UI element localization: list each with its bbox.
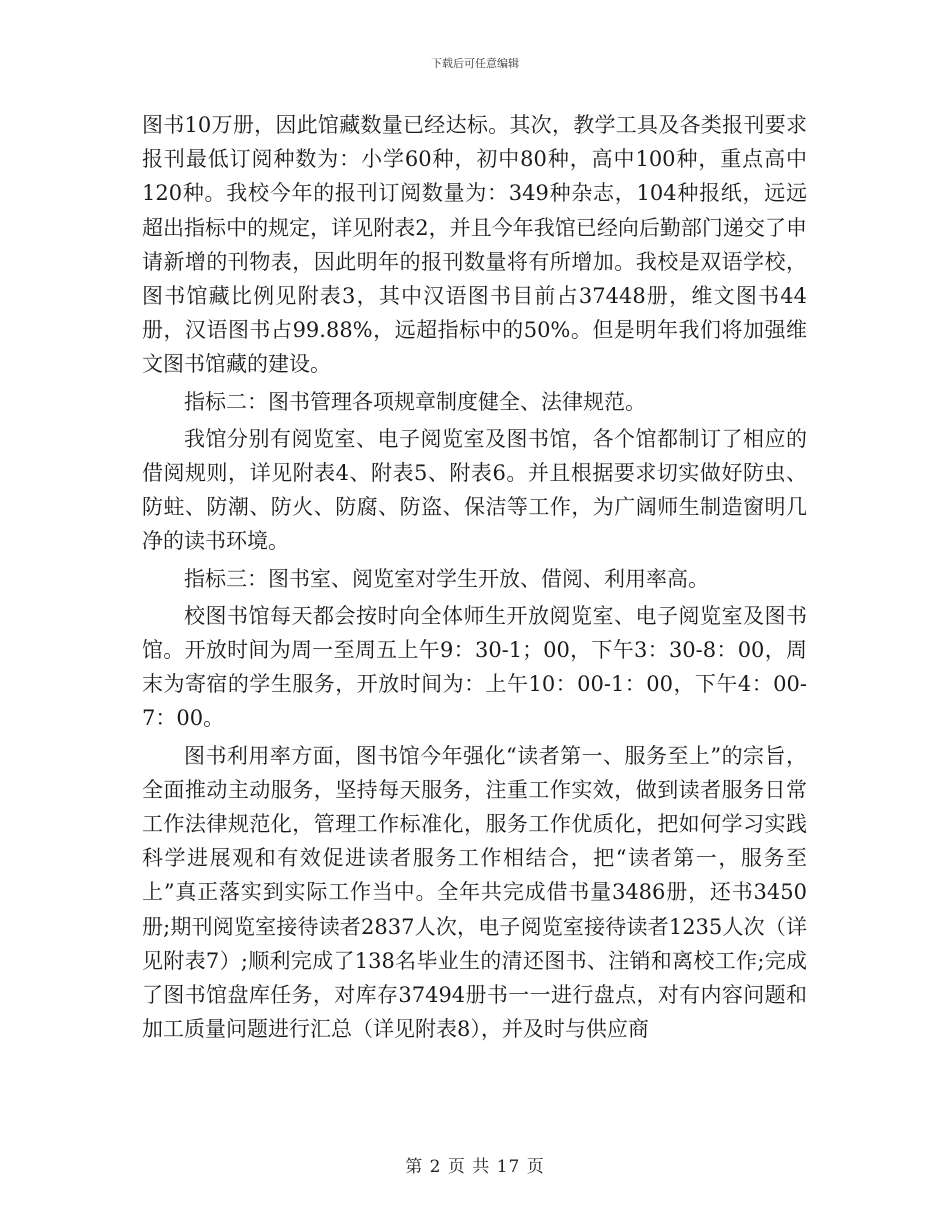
paragraph-indicator-2-heading: 指标二：图书管理各项规章制度健全、法律规范。 <box>184 389 646 414</box>
page-header: 下载后可任意编辑 <box>431 57 519 70</box>
document-body <box>142 108 807 1049</box>
page-footer: 第 2 页 共 17 页 <box>405 1157 545 1177</box>
paragraph-opening-hours: 校图书馆每天都会按时向全体师生开放阅览室、电子阅览室及图书馆。开放时间为周一至周五上午9：30-1；00，下午3：30-8：00，周末为寄宿的学生服务，开放时间为：上午10：00-1：00，下午4：00-7：00。 <box>142 603 807 731</box>
paragraph-continuation: 图书10万册，因此馆藏数量已经达标。其次，教学工具及各类报刊要求报刊最低订阅种数为：小学60种，初中80种，高中100种，重点高中120种。我校今年的报刊订阅数量为：349种杂志，104种报纸，远远超出指标中的规定，详见附表2，并且今年我馆已经向后勤部门递交了申请新增的刊物表，因此明年的报刊数量将有所增加。我校是双语学校，图书馆藏比例见附表3，其中汉语图书目前占37448册，维文图书44册，汉语图书占99.88%，远超指标中的50%。但是明年我们将加强维文图书馆藏的建设。 <box>142 113 807 377</box>
paragraph-utilization: 图书利用率方面，图书馆今年强化“读者第一、服务至上”的宗旨，全面推动主动服务，坚持每天服务，注重工作实效，做到读者服务日常工作法律规范化，管理工作标准化，服务工作优质化，把如何学习实践科学进展观和有效促进读者服务工作相结合，把“读者第一，服务至上”真正落实到实际工作当中。全年共完成借书量3486册，还书3450册;期刊阅览室接待读者2837人次，电子阅览室接待读者1235人次（详见附表7）;顺利完成了138名毕业生的清还图书、注销和离校工作;完成了图书馆盘库任务，对库存37494册书一一进行盘点，对有内容问题和加工质量问题进行汇总（详见附表8），并及时与供应商 <box>142 743 807 1042</box>
paragraph-reading-rules: 我馆分别有阅览室、电子阅览室及图书馆，各个馆都制订了相应的借阅规则，详见附表4、附表5、附表6。并且根据要求切实做好防虫、防蛀、防潮、防火、防腐、防盗、保洁等工作，为广阔师生制造窗明几净的读书环境。 <box>142 426 807 554</box>
paragraph-indicator-3-heading: 指标三：图书室、阅览室对学生开放、借阅、利用率高。 <box>184 566 709 591</box>
